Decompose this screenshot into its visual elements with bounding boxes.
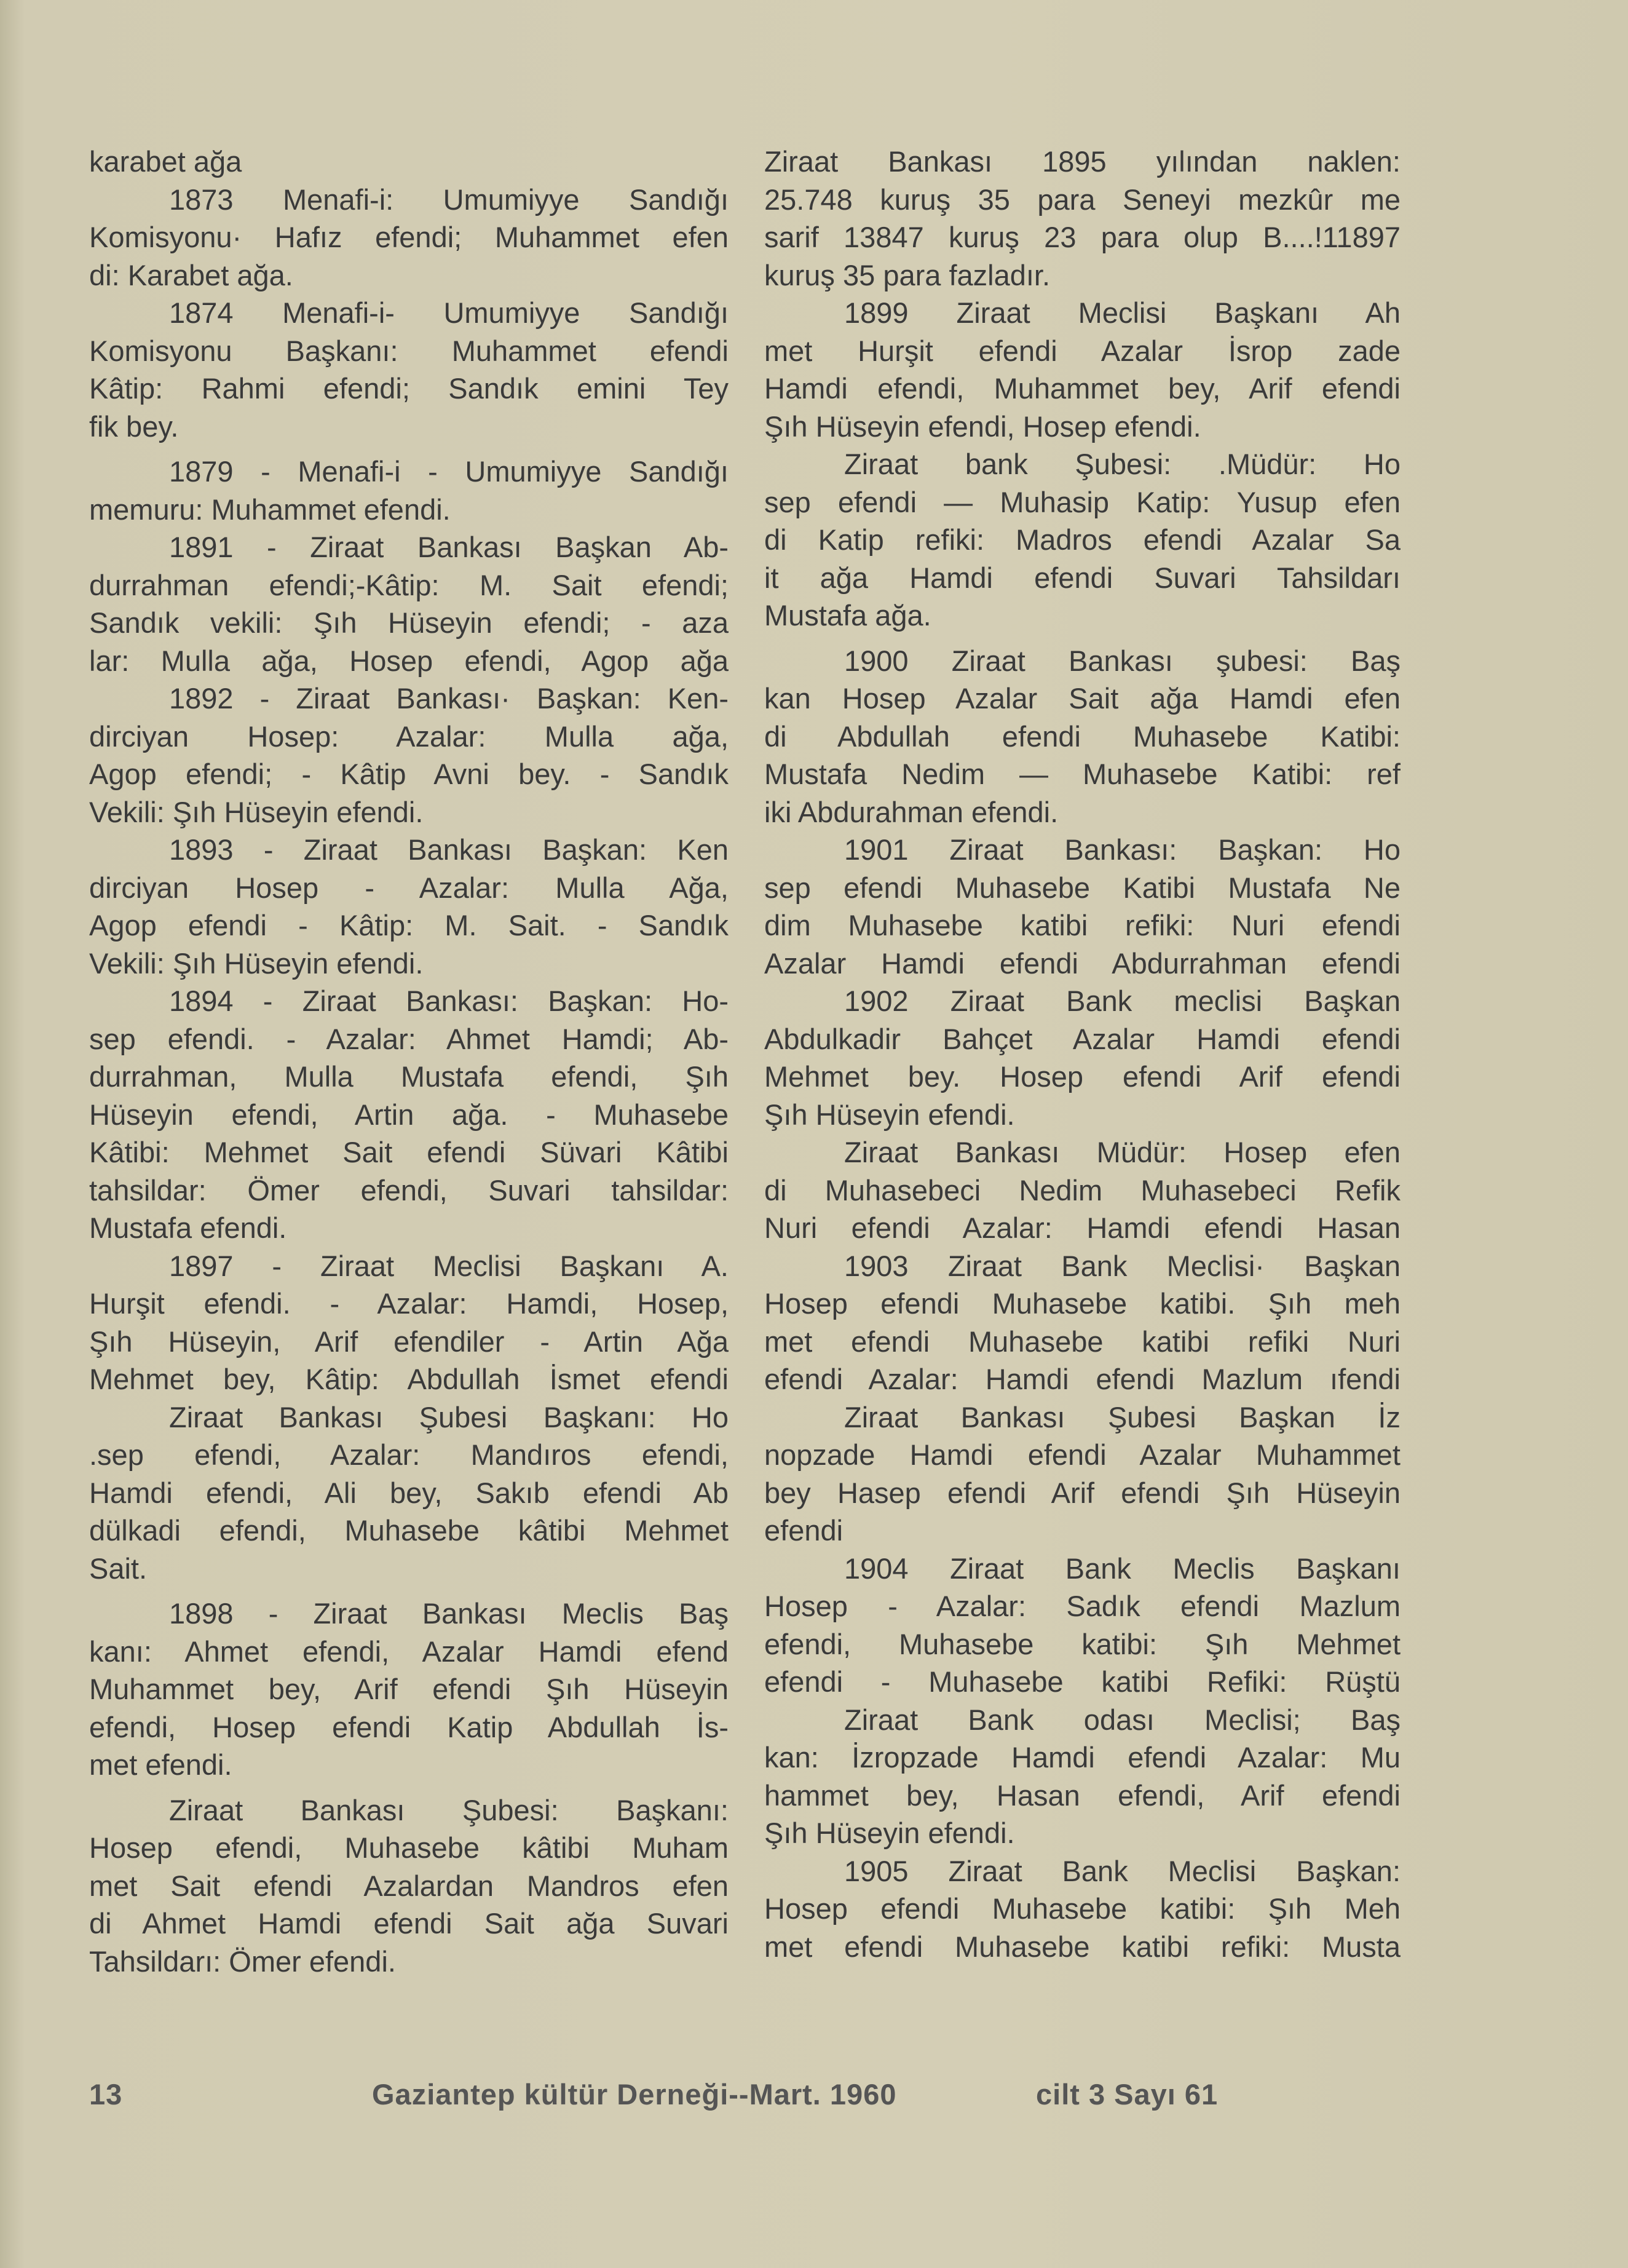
text-line: Hurşit efendi. - Azalar: Hamdi, Hosep, (89, 1287, 729, 1320)
text-line: 1893 - Ziraat Bankası Başkan: Ken (169, 833, 729, 866)
text-line: 1899 Ziraat Meclisi Başkanı Ah (844, 296, 1401, 329)
text-line: kan Hosep Azalar Sait ağa Hamdi efen (764, 682, 1401, 715)
text-line: di Muhasebeci Nedim Muhasebeci Refik (764, 1173, 1401, 1207)
text-line: karabet ağa (89, 145, 242, 178)
text-line: Mustafa Nedim — Muhasebe Katibi: ref (764, 758, 1401, 790)
text-line: 1894 - Ziraat Bankası: Başkan: Ho- (169, 985, 729, 1017)
text-line: fik bey. (89, 410, 179, 443)
text-line: Mehmet bey. Hosep efendi Arif efendi (764, 1060, 1401, 1093)
text-line: efendi, Muhasebe katibi: Şıh Mehmet (764, 1627, 1401, 1660)
text-line: 1903 Ziraat Bank Meclisi· Başkan (844, 1249, 1401, 1282)
text-line: dirciyan Hosep - Azalar: Mulla Ağa, (89, 871, 729, 904)
right-text-column (764, 143, 1401, 1965)
text-line: Hosep efendi Muhasebe katibi. Şıh meh (764, 1287, 1401, 1320)
text-line: di: Karabet ağa. (89, 258, 293, 291)
text-line: Şıh Hüseyin efendi. (764, 1098, 1015, 1131)
text-line: Ziraat Bankası Şubesi: Başkanı: (169, 1793, 729, 1826)
text-line: Komisyonu· Hafız efendi; Muhammet efen (89, 221, 729, 253)
text-line: bey Hasep efendi Arif efendi Şıh Hüseyin (764, 1476, 1401, 1509)
text-line: 1879 - Menafi-i - Umumiyye Sandığı (169, 455, 729, 488)
left-text-column (89, 143, 729, 1980)
text-line: kuruş 35 para fazladır. (764, 258, 1051, 291)
text-line: sep efendi — Muhasip Katip: Yusup efen (764, 485, 1401, 518)
text-line: 1897 - Ziraat Meclisi Başkanı A. (169, 1249, 729, 1282)
text-line: 1891 - Ziraat Bankası Başkan Ab- (169, 531, 729, 563)
text-line: Şıh Hüseyin, Arif efendiler - Artin Ağa (89, 1325, 729, 1358)
text-line: Ziraat bank Şubesi: .Müdür: Ho (844, 448, 1401, 480)
text-line: memuru: Muhammet efendi. (89, 493, 451, 526)
text-line: hammet bey, Hasan efendi, Arif efendi (764, 1778, 1401, 1812)
text-line: it ağa Hamdi efendi Suvari Tahsildarı (764, 561, 1401, 594)
text-line: Mehmet bey, Kâtip: Abdullah İsmet efendi (89, 1363, 729, 1395)
journal-title: Gaziantep kültür Derneği--Mart. 1960 (372, 2078, 897, 2111)
text-line: durrahman efendi;-Kâtip: M. Sait efendi; (89, 568, 729, 601)
text-line: Mustafa ağa. (764, 599, 931, 632)
text-line: iki Abdurahman efendi. (764, 795, 1059, 828)
text-line: Ziraat Bankası 1895 yılından naklen: (764, 145, 1401, 178)
text-line: Tahsildarı: Ömer efendi. (89, 1945, 396, 1978)
text-line: Abdulkadir Bahçet Azalar Hamdi efendi (764, 1022, 1401, 1055)
text-line: Komisyonu Başkanı: Muhammet efendi (89, 334, 729, 367)
text-line: met efendi Muhasebe katibi refiki: Musta (764, 1930, 1401, 1963)
text-line: 1904 Ziraat Bank Meclis Başkanı (844, 1552, 1401, 1585)
text-line: di Ahmet Hamdi efendi Sait ağa Suvari (89, 1907, 729, 1940)
text-line: Azalar Hamdi efendi Abdurrahman efendi (764, 946, 1401, 980)
text-line: 1892 - Ziraat Bankası· Başkan: Ken- (169, 682, 729, 715)
text-line: efendi - Muhasebe katibi Refiki: Rüştü (764, 1665, 1401, 1698)
text-line: Vekili: Şıh Hüseyin efendi. (89, 795, 424, 828)
text-line: Hamdi efendi, Muhammet bey, Arif efendi (764, 372, 1401, 405)
text-line: Sandık vekili: Şıh Hüseyin efendi; - aza (89, 606, 729, 639)
text-line: Mustafa efendi. (89, 1211, 287, 1244)
text-line: Kâtip: Rahmi efendi; Sandık emini Tey (89, 372, 729, 405)
text-line: Hosep efendi, Muhasebe kâtibi Muham (89, 1831, 729, 1864)
text-line: 1898 - Ziraat Bankası Meclis Baş (169, 1597, 729, 1630)
text-line: met efendi. (89, 1748, 232, 1781)
page-number: 13 (89, 2078, 123, 2111)
text-line: Hamdi efendi, Ali bey, Sakıb efendi Ab (89, 1476, 729, 1509)
text-line: sarif 13847 kuruş 23 para olup B....!11897 (764, 221, 1401, 253)
text-line: Hosep - Azalar: Sadık efendi Mazlum (764, 1590, 1401, 1622)
text-line: 1905 Ziraat Bank Meclisi Başkan: (844, 1854, 1401, 1887)
text-line: 1874 Menafi-i- Umumiyye Sandığı (169, 296, 729, 329)
text-line: di Katip refiki: Madros efendi Azalar Sa (764, 523, 1401, 556)
text-line: di Abdullah efendi Muhasebe Katibi: (764, 720, 1401, 753)
text-line: sep efendi Muhasebe Katibi Mustafa Ne (764, 871, 1401, 904)
text-line: tahsildar: Ömer efendi, Suvari tahsildar: (89, 1173, 729, 1207)
text-line: .sep efendi, Azalar: Mandıros efendi, (89, 1438, 729, 1471)
text-line: kanı: Ahmet efendi, Azalar Hamdi efend (89, 1635, 729, 1668)
text-line: dirciyan Hosep: Azalar: Mulla ağa, (89, 720, 729, 753)
text-line: Ziraat Bankası Müdür: Hosep efen (844, 1136, 1401, 1168)
text-line: met Hurşit efendi Azalar İsrop zade (764, 334, 1401, 367)
text-line: Ziraat Bank odası Meclisi; Baş (844, 1703, 1401, 1736)
text-line: 25.748 kuruş 35 para Seneyi mezkûr me (764, 183, 1401, 216)
text-line: Şıh Hüseyin efendi. (764, 1817, 1015, 1849)
text-line: dim Muhasebe katibi refiki: Nuri efendi (764, 909, 1401, 942)
text-line: Nuri efendi Azalar: Hamdi efendi Hasan (764, 1211, 1401, 1244)
text-line: Kâtibi: Mehmet Sait efendi Süvari Kâtibi (89, 1136, 729, 1168)
text-line: met efendi Muhasebe katibi refiki Nuri (764, 1325, 1401, 1358)
text-line: Ziraat Bankası Şubesi Başkan İz (844, 1400, 1401, 1433)
text-line: met Sait efendi Azalardan Mandros efen (89, 1869, 729, 1902)
text-line: 1900 Ziraat Bankası şubesi: Baş (844, 644, 1401, 677)
text-line: nopzade Hamdi efendi Azalar Muhammet (764, 1438, 1401, 1471)
text-line: kan: İzropzade Hamdi efendi Azalar: Mu (764, 1741, 1401, 1774)
text-line: Vekili: Şıh Hüseyin efendi. (89, 946, 424, 980)
text-line: 1873 Menafi-i: Umumiyye Sandığı (169, 183, 729, 216)
text-line: sep efendi. - Azalar: Ahmet Hamdi; Ab- (89, 1022, 729, 1055)
text-line: lar: Mulla ağa, Hosep efendi, Agop ağa (89, 644, 729, 677)
text-line: Hüseyin efendi, Artin ağa. - Muhasebe (89, 1098, 729, 1131)
text-line: Agop efendi; - Kâtip Avni bey. - Sandık (89, 758, 729, 790)
text-line: 1902 Ziraat Bank meclisi Başkan (844, 985, 1401, 1017)
text-line: efendi (764, 1514, 844, 1547)
text-line: Ziraat Bankası Şubesi Başkanı: Ho (169, 1400, 729, 1433)
text-line: Sait. (89, 1552, 148, 1585)
text-line: Hosep efendi Muhasebe katibi: Şıh Meh (764, 1892, 1401, 1925)
text-line: dülkadi efendi, Muhasebe kâtibi Mehmet (89, 1514, 729, 1547)
text-line: 1901 Ziraat Bankası: Başkan: Ho (844, 833, 1401, 866)
text-line: Muhammet bey, Arif efendi Şıh Hüseyin (89, 1673, 729, 1705)
issue-info: cilt 3 Sayı 61 (1036, 2078, 1219, 2111)
text-line: efendi Azalar: Hamdi efendi Mazlum ıfendi (764, 1363, 1401, 1395)
text-line: efendi, Hosep efendi Katip Abdullah İs- (89, 1710, 729, 1743)
text-line: Agop efendi - Kâtip: M. Sait. - Sandık (89, 909, 729, 942)
text-line: Şıh Hüseyin efendi, Hosep efendi. (764, 410, 1201, 443)
text-line: durrahman, Mulla Mustafa efendi, Şıh (89, 1060, 729, 1093)
